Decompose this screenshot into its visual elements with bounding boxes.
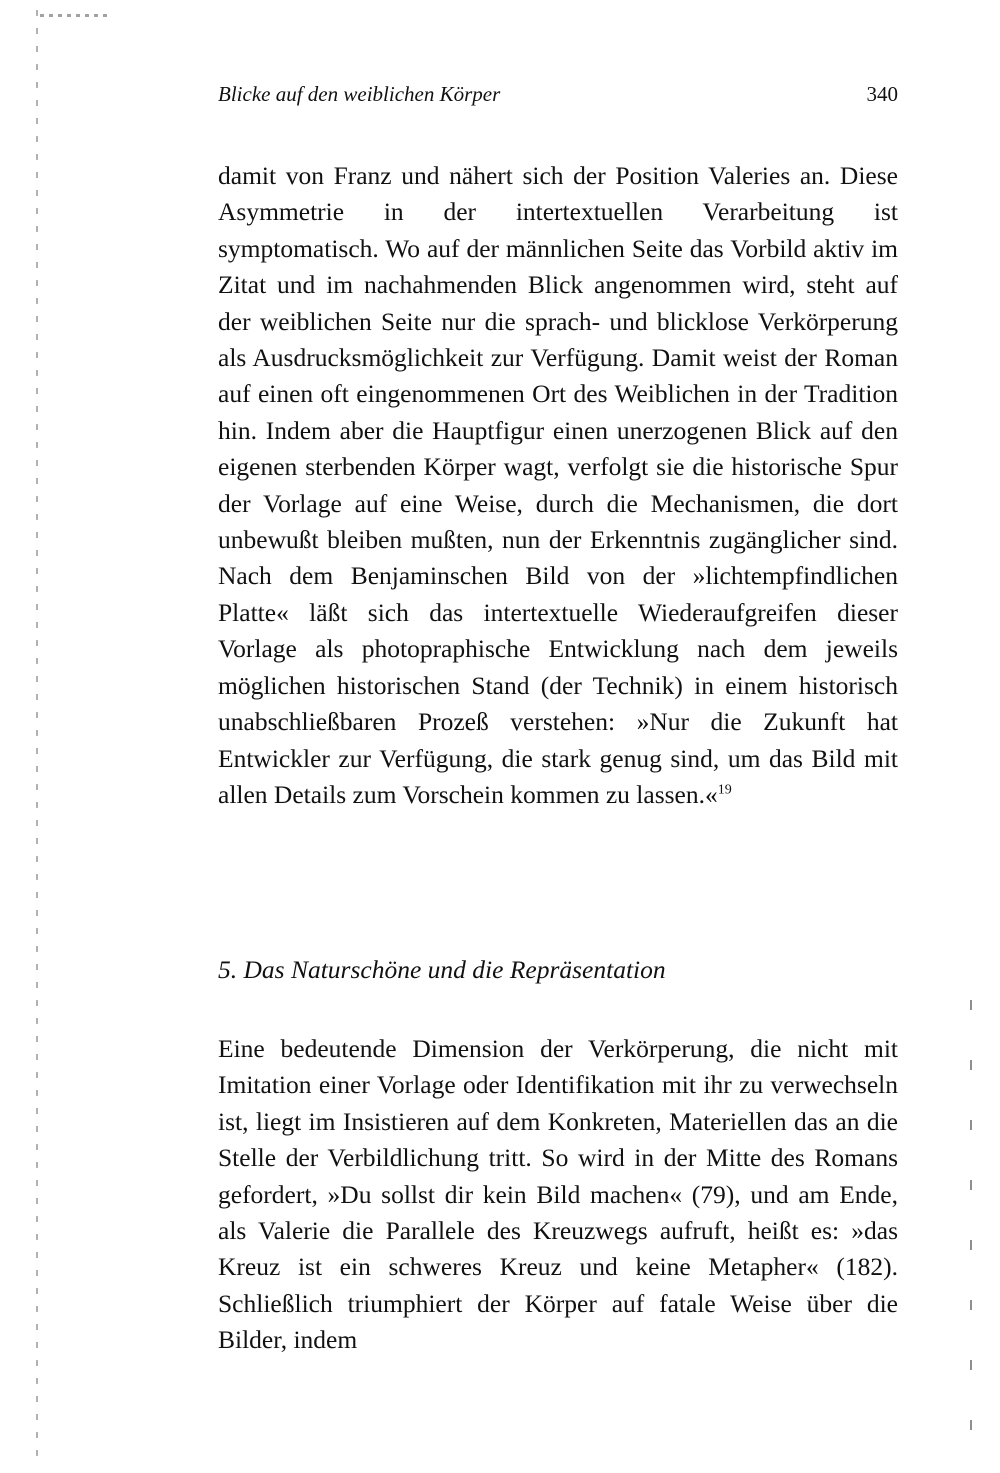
- body-paragraph-1: [218, 158, 898, 813]
- footnote-marker: 19: [717, 782, 732, 798]
- section-heading: 5. Das Naturschöne und die Repräsentation: [218, 955, 666, 984]
- scan-right-edge: [970, 1000, 972, 1460]
- page-number: 340: [866, 82, 898, 106]
- scan-binding-edge: [36, 10, 38, 1460]
- paragraph-1-text: damit von Franz und nähert sich der Position Valeries an. Diese Asymmetrie in der intertextuellen Verarbeitung ist symptomatisch. Wo auf der männlichen Seite das Vorbild aktiv im Zitat und im nachahmenden Blick angenommen wird, steht auf der weiblichen Seite nur die sprach- und blicklose Verkörperung als Ausdrucksmöglichkeit zur Verfügung. Damit weist der Roman auf einen oft eingenommenen Ort des Weiblichen in der Tradition hin. Indem aber die Hauptfigur einen unerzogenen Blick auf den eigenen sterbenden Körper wagt, verfolgt sie die historische Spur der Vorlage auf eine Weise, durch die Mechanismen, die dort unbewußt bleiben mußten, nun der Erkenntnis zugänglicher sind. Nach dem Benjaminschen Bild von der »lichtempfindlichen Platte« läßt sich das intertextuelle Wiederaufgreifen dieser Vorlage als photopraphische Entwicklung nach dem jeweils möglichen historischen Stand (der Technik) in einem historisch unabschließbaren Prozeß verstehen: »Nur die Zukunft hat Entwickler zur Verfügung, die stark genug sind, um das Bild mit allen Details zum Vorschein kommen zu lassen.«: [218, 161, 898, 809]
- running-header: [218, 82, 898, 112]
- body-paragraph-2: Eine bedeutende Dimension der Verkörperung, die nicht mit Imitation einer Vorlage oder Identifikation mit ihr zu verwechseln ist, liegt im Insistieren auf dem Konkreten, Materiellen das an die Stelle der Verbildlichung tritt. So wird in der Mitte des Romans gefordert, »Du sollst dir kein Bild machen« (79), und am Ende, als Valerie die Parallele des Kreuzwegs aufruft, heißt es: »das Kreuz ist ein schweres Kreuz und keine Metapher« (182). Schließlich triumphiert der Körper auf fatale Weise über die Bilder, indem: [218, 1034, 898, 1355]
- running-title: Blicke auf den weiblichen Körper: [218, 82, 501, 106]
- scan-top-mark: [40, 14, 110, 17]
